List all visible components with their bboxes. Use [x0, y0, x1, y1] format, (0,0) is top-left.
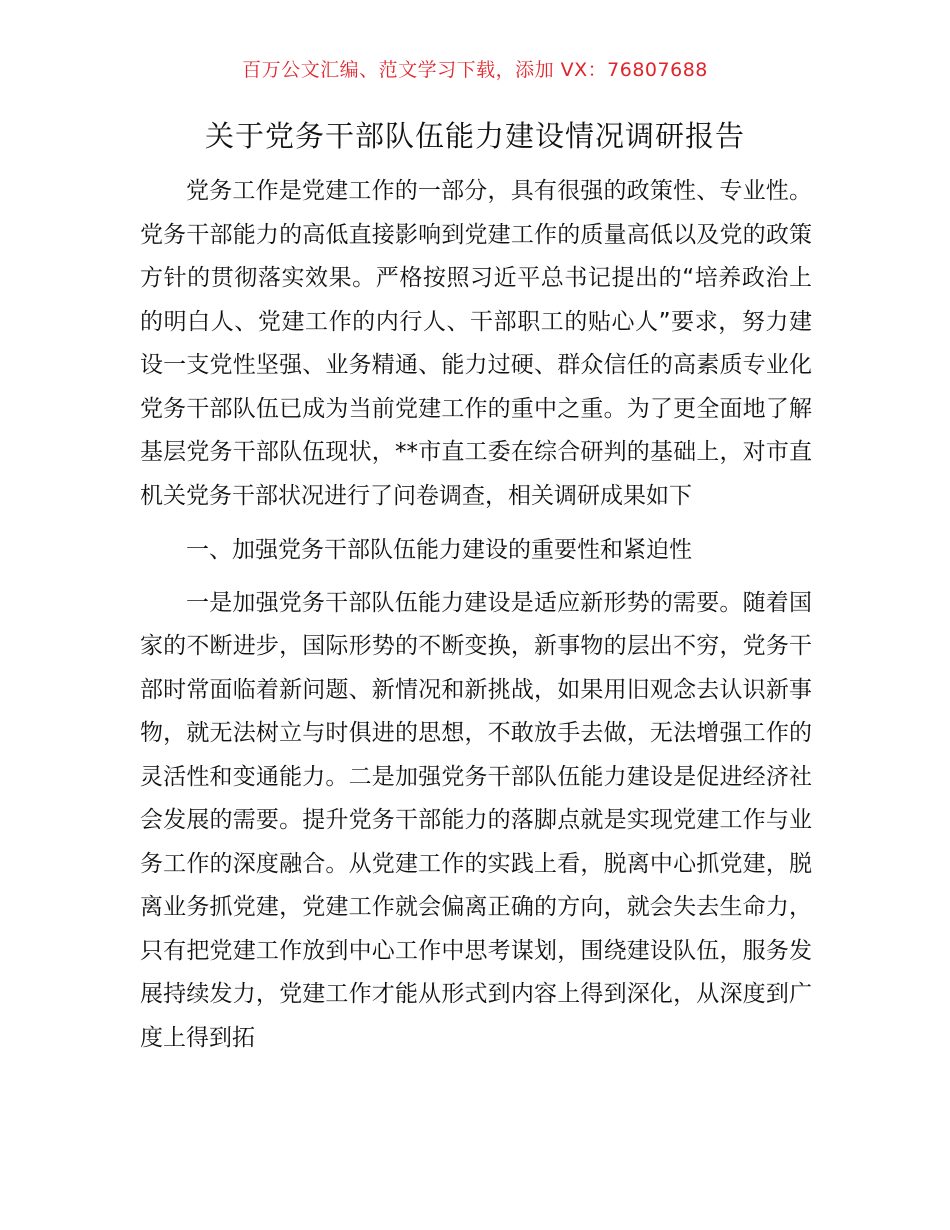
document-title: 关于党务干部队伍能力建设情况调研报告: [204, 119, 745, 153]
paragraph-intro: 党务工作是党建工作的一部分，具有很强的政策性、专业性。党务干部能力的高低直接影响到党建工作的质量高低以及党的政策方针的贯彻落实效果。严格按照习近平总书记提出的“培养政治上的明白人、党建工作的内行人、干部职工的贴心人”要求，努力建设一支党性坚强、业务精通、能力过硬、群众信任的高素质专业化党务干部队伍已成为当前党建工作的重中之重。为了更全面地了解基层党务干部队伍现状，**市直工委在综合研判的基础上，对市直机关党务干部状况进行了问卷调查，相关调研成果如下: [140, 178, 812, 509]
header-banner: 百万公文汇编、范文学习下载，添加 VX：76807688: [242, 59, 708, 81]
section-heading-1: 一、加强党务干部队伍能力建设的重要性和紧迫性: [186, 537, 692, 563]
document-body: [140, 170, 812, 1060]
paragraph-section-1: 一是加强党务干部队伍能力建设是适应新形势的需要。随着国家的不断进步，国际形势的不断变换，新事物的层出不穷，党务干部时常面临着新问题、新情况和新挑战，如果用旧观念去认识新事物，就无法树立与时俱进的思想，不敢放手去做，无法增强工作的灵活性和变通能力。二是加强党务干部队伍能力建设是促进经济社会发展的需要。提升党务干部能力的落脚点就是实现党建工作与业务工作的深度融合。从党建工作的实践上看，脱离中心抓党建，脱离业务抓党建，党建工作就会偏离正确的方向，就会失去生命力，只有把党建工作放到中心工作中思考谋划，围绕建设队伍，服务发展持续发力，党建工作才能从形式到内容上得到深化，从深度到广度上得到拓: [140, 589, 812, 1051]
